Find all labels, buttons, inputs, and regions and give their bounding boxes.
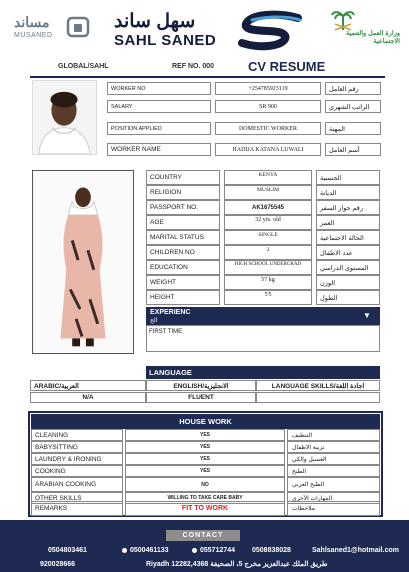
phone-3: 055712744 xyxy=(200,547,236,554)
salary-label-ar: الراتب الشهري xyxy=(325,100,381,113)
worker-name-value: HADIJA KATANA LUWALI xyxy=(215,143,321,156)
marital-status-label: MARITAL STATUS xyxy=(146,230,220,245)
phone-number xyxy=(192,547,235,554)
skill-value: YES xyxy=(125,465,285,477)
weight-row xyxy=(146,275,380,290)
worker-name-label: WORKER NAME xyxy=(107,143,211,156)
phone-2: 0500461133 xyxy=(130,547,169,554)
worker-no-row xyxy=(107,82,381,95)
ministry-palm-logo-icon xyxy=(330,6,356,32)
skill-label: OTHER SKILLS xyxy=(31,492,123,504)
english-column-label: ENGLISH/الانجليزية xyxy=(146,380,256,391)
children-value: 2 xyxy=(224,245,312,260)
weight-label: WEIGHT xyxy=(146,275,220,290)
marital-status-label-ar: الحالة الاجتماعية xyxy=(316,230,380,245)
country-row xyxy=(146,170,380,185)
worker-no-value: +254785923119 xyxy=(215,82,321,95)
position-value: DOMESTIC WORKER xyxy=(215,122,321,135)
children-label-ar: عدد الاطفال xyxy=(316,245,380,260)
religion-row xyxy=(146,185,380,200)
salary-label: SALARY xyxy=(107,100,211,113)
skill-label: LAUNDRY & IRONING xyxy=(31,453,123,465)
skill-row-cleaning xyxy=(31,429,380,441)
remarks-label-ar: ملاحظات xyxy=(287,501,380,516)
passport-row xyxy=(146,200,380,215)
skill-row-cooking xyxy=(31,465,380,477)
skill-value: NO xyxy=(125,477,285,492)
skill-row-babysitting xyxy=(31,441,380,453)
position-label: POSITION APPLIED xyxy=(107,122,211,135)
remarks-value: FIT TO WORK xyxy=(125,501,285,516)
arabic-level: N/A xyxy=(30,392,146,403)
musaned-logo-caption: MUSANED xyxy=(14,32,53,39)
salary-value: SR 900 xyxy=(215,100,321,113)
country-label-ar: الجنسية xyxy=(316,170,380,185)
skill-label: ARABIAN COOKING xyxy=(31,477,123,492)
height-label: HEIGHT xyxy=(146,290,220,305)
email[interactable]: Sahlsaned1@hotmail.com xyxy=(312,547,399,554)
reference-number: REF NO. 000 xyxy=(172,63,215,70)
worker-no-label: WORKER NO xyxy=(107,82,211,95)
dropdown-arrow-icon: ▼ xyxy=(363,311,371,320)
contact-footer xyxy=(0,520,409,572)
religion-label: RELIGION xyxy=(146,185,220,200)
skill-value: WILLING TO TAKE CARE BABY xyxy=(125,492,285,504)
skill-row-arabian-cooking xyxy=(31,477,380,492)
agency-code: GLOBAL/SAHL xyxy=(58,63,109,70)
skill-row-remarks xyxy=(31,501,380,516)
age-label: AGE xyxy=(146,215,220,230)
contact-heading: CONTACT xyxy=(166,530,240,541)
passport-label: PASSPORT NO. xyxy=(146,200,220,215)
musaned-logo-text: مساند xyxy=(14,14,50,30)
skill-label-ar: المهارات الأخرى xyxy=(287,492,380,504)
phone-number xyxy=(48,547,87,554)
experience-title-ar: الخ xyxy=(150,318,158,324)
education-label-ar: المستوى الدراسي xyxy=(316,260,380,275)
skill-value: YES xyxy=(125,429,285,441)
worker-name-label-ar: أسم العامل xyxy=(325,143,381,156)
phone-1: 0504803461 xyxy=(48,547,87,554)
experience-header xyxy=(146,307,380,325)
phone-4: 0508838028 xyxy=(252,547,291,554)
skill-label-ar: الطبخ xyxy=(287,465,380,477)
marital-status-value: SINGLE xyxy=(224,230,312,245)
english-level: FLUENT xyxy=(146,392,256,403)
sahl-saned-name: SAHL SANED xyxy=(114,32,217,49)
house-work-header: HOUSE WORK xyxy=(31,414,380,429)
children-label: CHILDREN NO xyxy=(146,245,220,260)
passport-value: AK1675545 xyxy=(224,200,312,215)
weight-value: 57 kg xyxy=(224,275,312,290)
remarks-label: REMARKS xyxy=(31,501,123,516)
sahl-saned-logo-icon xyxy=(238,10,308,52)
language-heading-row xyxy=(30,380,380,391)
ministry-name: وزارة العمل والتنمية الاجتماعية xyxy=(346,30,400,45)
passport-label-ar: رقم جواز السفر xyxy=(316,200,380,215)
height-label-ar: الطول xyxy=(316,290,380,305)
language-skills-label: LANGUAGE SKILLS/اجادة اللغة xyxy=(256,380,380,391)
skill-value: YES xyxy=(125,441,285,453)
skill-row-laundry xyxy=(31,453,380,465)
sahl-saned-arabic-name: سهل ساند xyxy=(114,11,196,32)
title-divider xyxy=(30,76,385,78)
whatsapp-icon xyxy=(192,548,197,553)
weight-label-ar: الوزن xyxy=(316,275,380,290)
religion-label-ar: الديانة xyxy=(316,185,380,200)
marital-status-row xyxy=(146,230,380,245)
skill-label: CLEANING xyxy=(31,429,123,441)
experience-title: EXPERIENC xyxy=(150,309,191,316)
education-row xyxy=(146,260,380,275)
height-row xyxy=(146,290,380,305)
age-label-ar: العمر xyxy=(316,215,380,230)
skill-label: BABYSITTING xyxy=(31,441,123,453)
age-value: 32 yrs. old xyxy=(224,215,312,230)
country-value: KENYA xyxy=(224,170,312,185)
language-level-row xyxy=(30,392,380,403)
salary-row xyxy=(107,100,381,113)
worker-full-body-photo xyxy=(32,170,134,354)
height-value: 5'5 xyxy=(224,290,312,305)
skill-value: YES xyxy=(125,453,285,465)
skill-label-ar: الغسيل والكي xyxy=(287,453,380,465)
language-header: LANGUAGE xyxy=(146,366,380,379)
office-address: Riyadh 12282,4368 طريق الملك عبدالعزيز مخرج 5، الصحيفة xyxy=(146,561,328,568)
musaned-logo-icon xyxy=(66,16,90,38)
skill-label-ar: التنظيف xyxy=(287,429,380,441)
language-level-blank xyxy=(256,392,380,403)
skill-label: COOKING xyxy=(31,465,123,477)
skill-label-ar: تربية الاطفال xyxy=(287,441,380,453)
arabic-column-label: ARABIC/العربية xyxy=(30,380,146,391)
skill-label-ar: الطبخ العربي xyxy=(287,477,380,492)
education-label: EDUCATION xyxy=(146,260,220,275)
whatsapp-icon xyxy=(122,548,127,553)
email-address[interactable] xyxy=(312,547,399,554)
position-label-ar: المهنة xyxy=(325,122,381,135)
phone-number xyxy=(252,547,291,554)
country-label: COUNTRY xyxy=(146,170,220,185)
title-bar xyxy=(0,59,409,74)
phone-number xyxy=(122,547,169,554)
education-value: HIGH SCHOOL UNDERGRAD xyxy=(224,260,312,275)
position-row xyxy=(107,122,381,135)
children-row xyxy=(146,245,380,260)
experience-value: FIRST TIME xyxy=(146,325,380,352)
worker-headshot-photo xyxy=(32,80,97,155)
age-row xyxy=(146,215,380,230)
header xyxy=(0,0,409,62)
religion-value: MUSLIM xyxy=(224,185,312,200)
page-title: CV RESUME xyxy=(248,59,326,74)
worker-name-row xyxy=(107,143,381,156)
unified-phone-number: 920028666 xyxy=(40,561,76,568)
worker-no-label-ar: رقم العامل xyxy=(325,82,381,95)
